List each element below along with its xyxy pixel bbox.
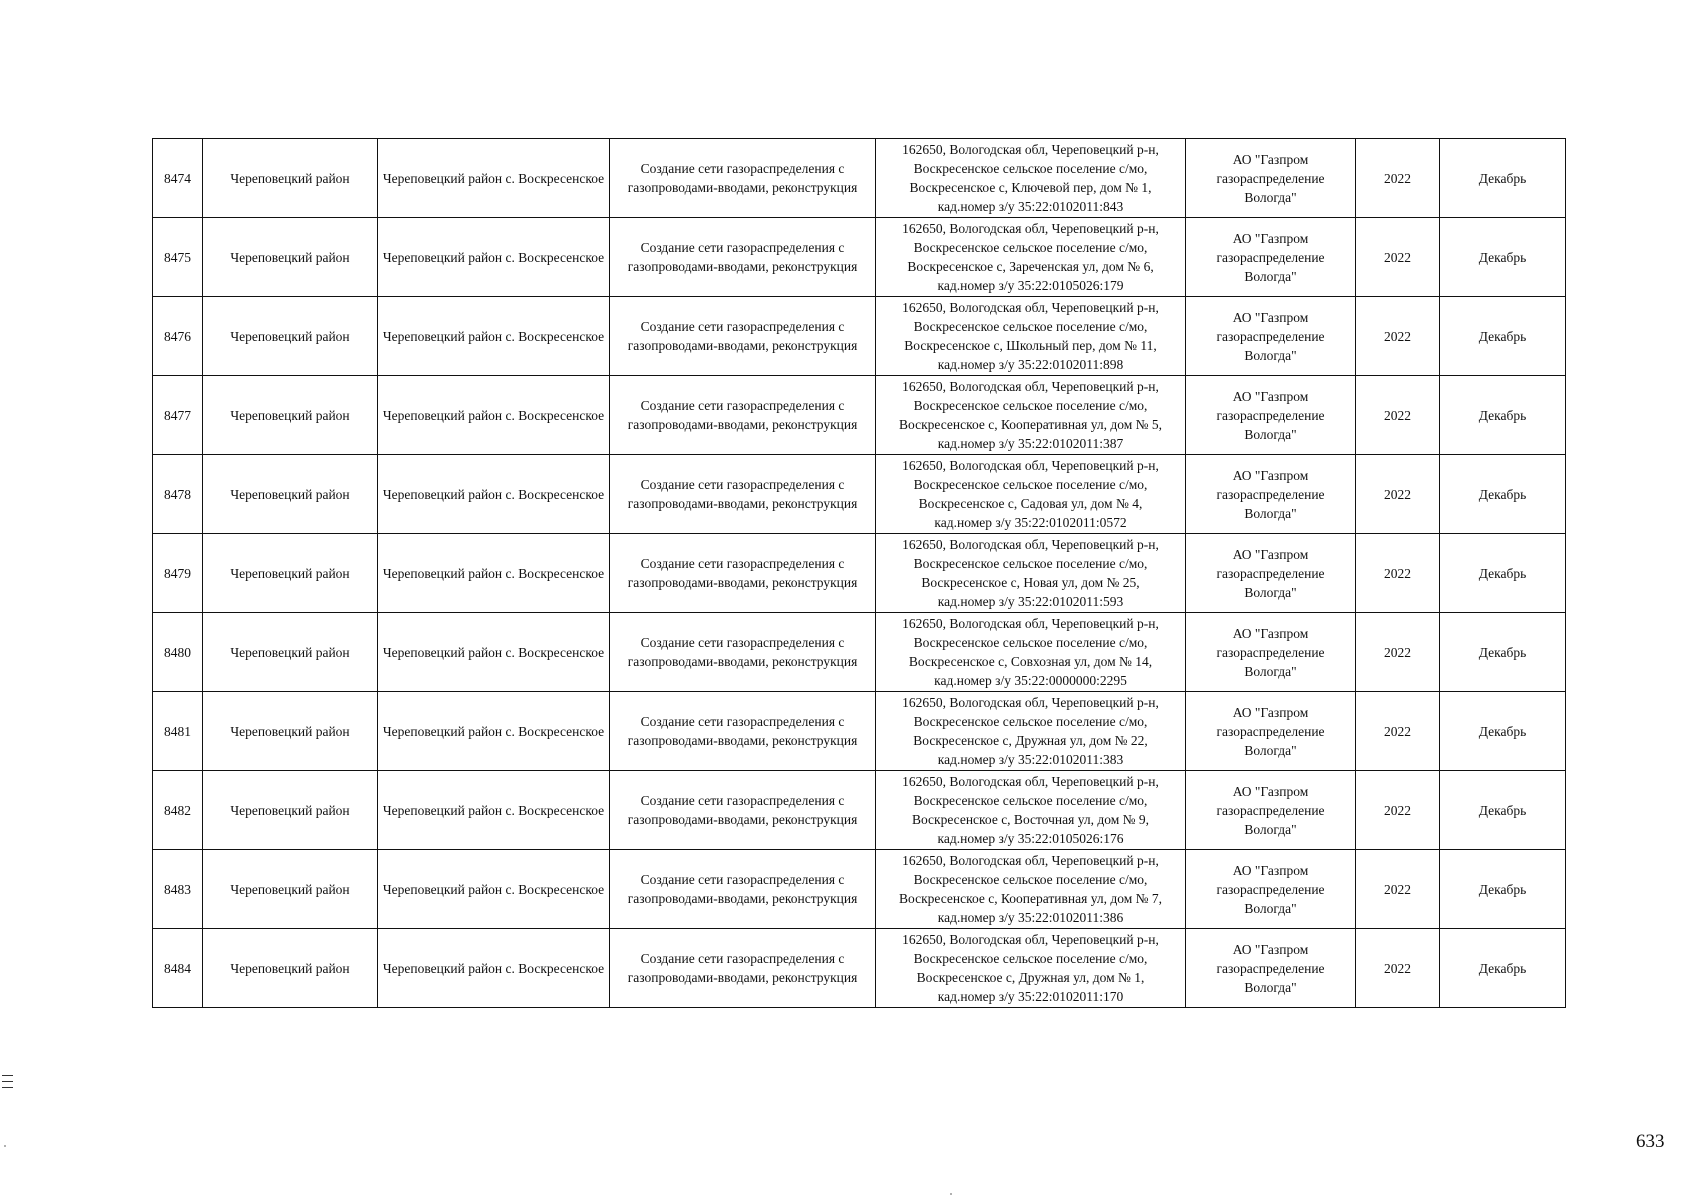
row-number [153, 455, 203, 534]
organization-cell [1186, 613, 1356, 692]
year-cell [1356, 376, 1440, 455]
cell-text-address-line-3: кад.номер з/у 35:22:0102011:898 [937, 357, 1124, 372]
address-cell [876, 613, 1186, 692]
table-body [153, 139, 1566, 1008]
cell-text-address-line-1: Воскресенское сельское поселение с/мо, [913, 161, 1148, 176]
cell-text-org: АО "Газпром газораспределение Вологда" [1216, 388, 1325, 442]
month-cell [1440, 297, 1566, 376]
cell-text-address-line-2: Воскресенское с, Дружная ул, дом № 22, [913, 733, 1148, 748]
cell-text-month: Декабрь [1478, 407, 1527, 423]
locality-cell [378, 455, 610, 534]
cell-text-work: Создание сети газораспределения с газопроводами-вводами, реконструкция [627, 398, 858, 432]
cell-text-org: АО "Газпром газораспределение Вологда" [1216, 704, 1325, 758]
cell-text-year: 2022 [1384, 486, 1411, 502]
address-cell [876, 850, 1186, 929]
year-cell [1356, 692, 1440, 771]
row-number [153, 692, 203, 771]
locality-cell [378, 218, 610, 297]
month-cell [1440, 455, 1566, 534]
month-cell [1440, 376, 1566, 455]
work-description-cell [610, 771, 876, 850]
district-cell [203, 376, 378, 455]
page-number: 633 [1636, 1131, 1665, 1152]
work-description-cell [610, 376, 876, 455]
cell-text-org: АО "Газпром газораспределение Вологда" [1216, 625, 1325, 679]
work-description-cell [610, 692, 876, 771]
row-number [153, 297, 203, 376]
locality-cell [378, 771, 610, 850]
district-cell [203, 771, 378, 850]
cell-text-locality: Череповецкий район с. Воскресенское [382, 723, 605, 739]
cell-text-org: АО "Газпром газораспределение Вологда" [1216, 862, 1325, 916]
row-number [153, 376, 203, 455]
table-row [153, 376, 1566, 455]
cell-text-address-line-1: Воскресенское сельское поселение с/мо, [913, 477, 1148, 492]
cell-text-year: 2022 [1384, 328, 1411, 344]
district-cell [203, 613, 378, 692]
table-row [153, 850, 1566, 929]
cell-text-org: АО "Газпром газораспределение Вологда" [1216, 941, 1325, 995]
cell-text-address-line-0: 162650, Вологодская обл, Череповецкий р-н, [902, 221, 1159, 236]
cell-text-year: 2022 [1384, 644, 1411, 660]
table-row [153, 771, 1566, 850]
cell-text-work: Создание сети газораспределения с газопроводами-вводами, реконструкция [627, 635, 858, 669]
month-cell [1440, 613, 1566, 692]
address-cell [876, 376, 1186, 455]
organization-cell [1186, 534, 1356, 613]
cell-text-address-line-0: 162650, Вологодская обл, Череповецкий р-н, [902, 300, 1159, 315]
organization-cell [1186, 692, 1356, 771]
year-cell [1356, 297, 1440, 376]
year-cell [1356, 771, 1440, 850]
address-cell [876, 771, 1186, 850]
address-cell [876, 534, 1186, 613]
month-cell [1440, 850, 1566, 929]
scan-speck [4, 1145, 6, 1147]
cell-text-address-line-3: кад.номер з/у 35:22:0102011:843 [937, 199, 1124, 214]
cell-text-year: 2022 [1384, 249, 1411, 265]
cell-text-year: 2022 [1384, 723, 1411, 739]
district-cell [203, 534, 378, 613]
cell-text-year: 2022 [1384, 565, 1411, 581]
address-cell [876, 455, 1186, 534]
district-cell [203, 692, 378, 771]
locality-cell [378, 929, 610, 1008]
cell-text-address-line-0: 162650, Вологодская обл, Череповецкий р-н, [902, 853, 1159, 868]
cell-text-district: Череповецкий район [230, 802, 350, 818]
cell-text-work: Создание сети газораспределения с газопроводами-вводами, реконструкция [627, 714, 858, 748]
cell-text-address-line-3: кад.номер з/у 35:22:0105026:179 [937, 278, 1124, 293]
cell-text-num: 8480 [164, 644, 191, 660]
locality-cell [378, 850, 610, 929]
cell-text-locality: Череповецкий район с. Воскресенское [382, 960, 605, 976]
cell-text-address-line-2: Воскресенское с, Восточная ул, дом № 9, [911, 812, 1150, 827]
work-description-cell [610, 139, 876, 218]
cell-text-locality: Череповецкий район с. Воскресенское [382, 565, 605, 581]
cell-text-locality: Череповецкий район с. Воскресенское [382, 170, 605, 186]
cell-text-address-line-2: Воскресенское с, Зареченская ул, дом № 6, [907, 259, 1154, 274]
cell-text-num: 8484 [164, 960, 191, 976]
work-description-cell [610, 613, 876, 692]
organization-cell [1186, 376, 1356, 455]
district-cell [203, 850, 378, 929]
cell-text-year: 2022 [1384, 881, 1411, 897]
address-cell [876, 297, 1186, 376]
cell-text-month: Декабрь [1478, 802, 1527, 818]
organization-cell [1186, 850, 1356, 929]
address-cell [876, 692, 1186, 771]
cell-text-address-line-1: Воскресенское сельское поселение с/мо, [913, 240, 1148, 255]
locality-cell [378, 613, 610, 692]
cell-text-num: 8478 [164, 486, 191, 502]
cell-text-district: Череповецкий район [230, 249, 350, 265]
gas-network-table [152, 138, 1566, 1008]
cell-text-num: 8481 [164, 723, 191, 739]
cell-text-address-line-0: 162650, Вологодская обл, Череповецкий р-н, [902, 142, 1159, 157]
cell-text-num: 8475 [164, 249, 191, 265]
work-description-cell [610, 929, 876, 1008]
year-cell [1356, 534, 1440, 613]
cell-text-work: Создание сети газораспределения с газопроводами-вводами, реконструкция [627, 319, 858, 353]
cell-text-address-line-2: Воскресенское с, Новая ул, дом № 25, [921, 575, 1140, 590]
cell-text-address-line-3: кад.номер з/у 35:22:0102011:387 [937, 436, 1124, 451]
cell-text-num: 8482 [164, 802, 191, 818]
cell-text-org: АО "Газпром газораспределение Вологда" [1216, 151, 1325, 205]
cell-text-address-line-1: Воскресенское сельское поселение с/мо, [913, 398, 1148, 413]
organization-cell [1186, 455, 1356, 534]
organization-cell [1186, 929, 1356, 1008]
cell-text-district: Череповецкий район [230, 881, 350, 897]
cell-text-district: Череповецкий район [230, 644, 350, 660]
row-number [153, 929, 203, 1008]
organization-cell [1186, 139, 1356, 218]
cell-text-num: 8483 [164, 881, 191, 897]
locality-cell [378, 297, 610, 376]
month-cell [1440, 692, 1566, 771]
table-row [153, 218, 1566, 297]
cell-text-org: АО "Газпром газораспределение Вологда" [1216, 309, 1325, 363]
cell-text-address-line-0: 162650, Вологодская обл, Череповецкий р-н, [902, 458, 1159, 473]
row-number [153, 139, 203, 218]
cell-text-address-line-1: Воскресенское сельское поселение с/мо, [913, 793, 1148, 808]
work-description-cell [610, 534, 876, 613]
cell-text-address-line-3: кад.номер з/у 35:22:0102011:0572 [934, 515, 1127, 530]
work-description-cell [610, 455, 876, 534]
locality-cell [378, 692, 610, 771]
year-cell [1356, 929, 1440, 1008]
cell-text-district: Череповецкий район [230, 170, 350, 186]
month-cell [1440, 929, 1566, 1008]
cell-text-num: 8476 [164, 328, 191, 344]
cell-text-address-line-0: 162650, Вологодская обл, Череповецкий р-н, [902, 537, 1159, 552]
cell-text-address-line-3: кад.номер з/у 35:22:0102011:170 [937, 989, 1124, 1004]
cell-text-locality: Череповецкий район с. Воскресенское [382, 802, 605, 818]
cell-text-num: 8474 [164, 170, 191, 186]
cell-text-district: Череповецкий район [230, 486, 350, 502]
table-row [153, 929, 1566, 1008]
cell-text-address-line-2: Воскресенское с, Кооперативная ул, дом № 7, [898, 891, 1163, 906]
cell-text-address-line-0: 162650, Вологодская обл, Череповецкий р-н, [902, 616, 1159, 631]
work-description-cell [610, 297, 876, 376]
address-cell [876, 929, 1186, 1008]
table-row [153, 139, 1566, 218]
cell-text-address-line-1: Воскресенское сельское поселение с/мо, [913, 714, 1148, 729]
table-row [153, 455, 1566, 534]
cell-text-address-line-1: Воскресенское сельское поселение с/мо, [913, 556, 1148, 571]
cell-text-org: АО "Газпром газораспределение Вологда" [1216, 546, 1325, 600]
cell-text-month: Декабрь [1478, 723, 1527, 739]
cell-text-address-line-2: Воскресенское с, Дружная ул, дом № 1, [916, 970, 1145, 985]
year-cell [1356, 139, 1440, 218]
cell-text-address-line-1: Воскресенское сельское поселение с/мо, [913, 319, 1148, 334]
row-number [153, 771, 203, 850]
cell-text-work: Создание сети газораспределения с газопроводами-вводами, реконструкция [627, 951, 858, 985]
cell-text-month: Декабрь [1478, 328, 1527, 344]
cell-text-address-line-0: 162650, Вологодская обл, Череповецкий р-н, [902, 774, 1159, 789]
cell-text-address-line-0: 162650, Вологодская обл, Череповецкий р-н, [902, 932, 1159, 947]
cell-text-locality: Череповецкий район с. Воскресенское [382, 328, 605, 344]
cell-text-address-line-3: кад.номер з/у 35:22:0105026:176 [937, 831, 1124, 846]
year-cell [1356, 850, 1440, 929]
cell-text-month: Декабрь [1478, 170, 1527, 186]
cell-text-address-line-2: Воскресенское с, Садовая ул, дом № 4, [918, 496, 1143, 511]
cell-text-address-line-2: Воскресенское с, Кооперативная ул, дом № 5, [898, 417, 1163, 432]
cell-text-address-line-1: Воскресенское сельское поселение с/мо, [913, 635, 1148, 650]
table-row [153, 613, 1566, 692]
cell-text-year: 2022 [1384, 407, 1411, 423]
cell-text-num: 8479 [164, 565, 191, 581]
cell-text-address-line-0: 162650, Вологодская обл, Череповецкий р-н, [902, 379, 1159, 394]
address-cell [876, 139, 1186, 218]
cell-text-address-line-1: Воскресенское сельское поселение с/мо, [913, 951, 1148, 966]
cell-text-address-line-2: Воскресенское с, Школьный пер, дом № 11, [904, 338, 1157, 353]
cell-text-district: Череповецкий район [230, 723, 350, 739]
cell-text-locality: Череповецкий район с. Воскресенское [382, 881, 605, 897]
cell-text-address-line-1: Воскресенское сельское поселение с/мо, [913, 872, 1148, 887]
work-description-cell [610, 850, 876, 929]
cell-text-district: Череповецкий район [230, 960, 350, 976]
cell-text-work: Создание сети газораспределения с газопроводами-вводами, реконструкция [627, 161, 858, 195]
cell-text-num: 8477 [164, 407, 191, 423]
cell-text-year: 2022 [1384, 170, 1411, 186]
cell-text-address-line-0: 162650, Вологодская обл, Череповецкий р-н, [902, 695, 1159, 710]
cell-text-locality: Череповецкий район с. Воскресенское [382, 486, 605, 502]
cell-text-address-line-3: кад.номер з/у 35:22:0102011:593 [937, 594, 1124, 609]
cell-text-year: 2022 [1384, 802, 1411, 818]
cell-text-district: Череповецкий район [230, 407, 350, 423]
address-cell [876, 218, 1186, 297]
cell-text-address-line-3: кад.номер з/у 35:22:0102011:386 [937, 910, 1124, 925]
row-number [153, 218, 203, 297]
month-cell [1440, 534, 1566, 613]
cell-text-work: Создание сети газораспределения с газопроводами-вводами, реконструкция [627, 793, 858, 827]
row-number [153, 850, 203, 929]
cell-text-org: АО "Газпром газораспределение Вологда" [1216, 467, 1325, 521]
year-cell [1356, 455, 1440, 534]
cell-text-month: Декабрь [1478, 960, 1527, 976]
table-row [153, 297, 1566, 376]
district-cell [203, 929, 378, 1008]
locality-cell [378, 139, 610, 218]
district-cell [203, 455, 378, 534]
cell-text-work: Создание сети газораспределения с газопроводами-вводами, реконструкция [627, 872, 858, 906]
locality-cell [378, 376, 610, 455]
cell-text-address-line-2: Воскресенское с, Совхозная ул, дом № 14, [908, 654, 1153, 669]
cell-text-org: АО "Газпром газораспределение Вологда" [1216, 783, 1325, 837]
cell-text-locality: Череповецкий район с. Воскресенское [382, 407, 605, 423]
organization-cell [1186, 771, 1356, 850]
locality-cell [378, 534, 610, 613]
row-number [153, 613, 203, 692]
district-cell [203, 297, 378, 376]
table-row [153, 692, 1566, 771]
cell-text-month: Декабрь [1478, 644, 1527, 660]
month-cell [1440, 771, 1566, 850]
cell-text-address-line-2: Воскресенское с, Ключевой пер, дом № 1, [909, 180, 1152, 195]
scan-edge-mark [2, 1075, 13, 1095]
cell-text-year: 2022 [1384, 960, 1411, 976]
cell-text-month: Декабрь [1478, 486, 1527, 502]
cell-text-work: Создание сети газораспределения с газопроводами-вводами, реконструкция [627, 477, 858, 511]
month-cell [1440, 139, 1566, 218]
cell-text-address-line-3: кад.номер з/у 35:22:0000000:2295 [934, 673, 1127, 688]
cell-text-locality: Череповецкий район с. Воскресенское [382, 249, 605, 265]
cell-text-org: АО "Газпром газораспределение Вологда" [1216, 230, 1325, 284]
organization-cell [1186, 297, 1356, 376]
row-number [153, 534, 203, 613]
organization-cell [1186, 218, 1356, 297]
cell-text-month: Декабрь [1478, 881, 1527, 897]
year-cell [1356, 218, 1440, 297]
cell-text-district: Череповецкий район [230, 328, 350, 344]
scan-speck [950, 1193, 952, 1195]
cell-text-month: Декабрь [1478, 249, 1527, 265]
month-cell [1440, 218, 1566, 297]
district-cell [203, 139, 378, 218]
cell-text-address-line-3: кад.номер з/у 35:22:0102011:383 [937, 752, 1124, 767]
cell-text-work: Создание сети газораспределения с газопроводами-вводами, реконструкция [627, 240, 858, 274]
cell-text-work: Создание сети газораспределения с газопроводами-вводами, реконструкция [627, 556, 858, 590]
cell-text-month: Декабрь [1478, 565, 1527, 581]
year-cell [1356, 613, 1440, 692]
table-row [153, 534, 1566, 613]
cell-text-locality: Череповецкий район с. Воскресенское [382, 644, 605, 660]
work-description-cell [610, 218, 876, 297]
cell-text-district: Череповецкий район [230, 565, 350, 581]
district-cell [203, 218, 378, 297]
